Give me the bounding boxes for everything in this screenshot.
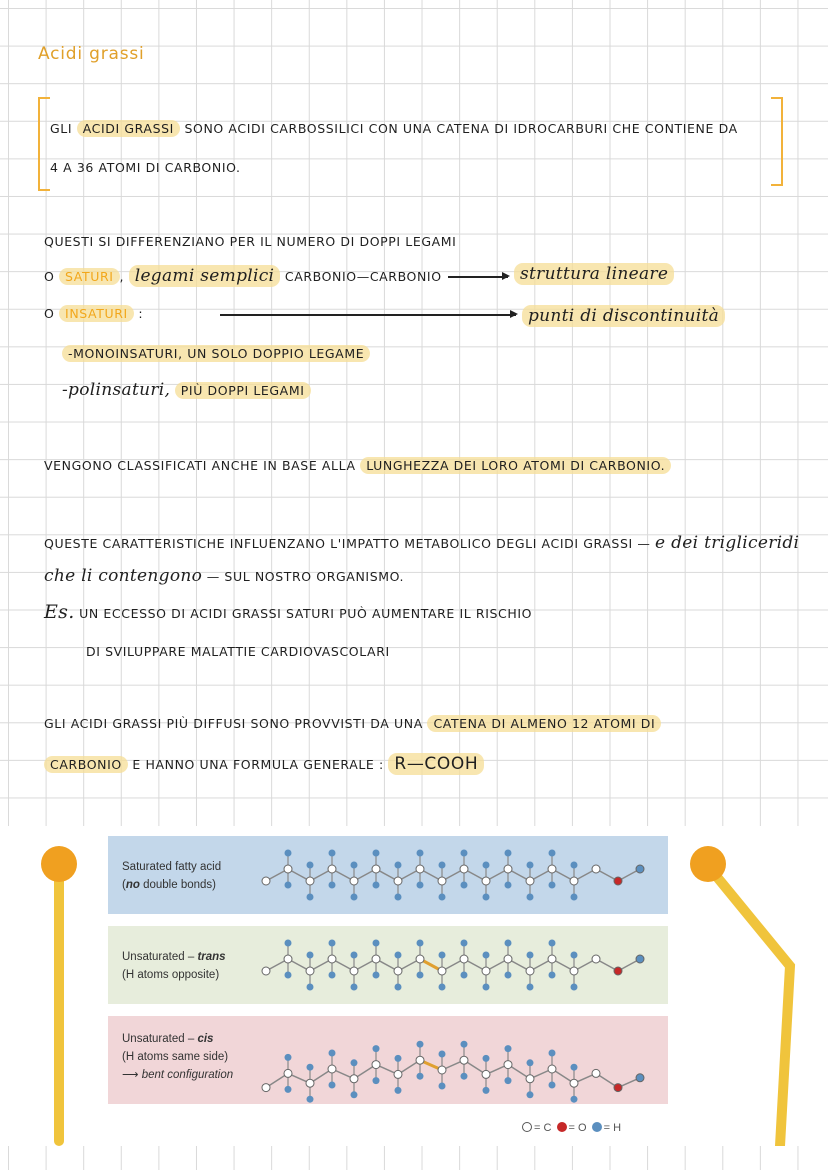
hydrogen-atom (527, 1059, 534, 1066)
atom (570, 1079, 578, 1087)
diff-heading: QUESTI SI DIFFERENZIANO PER IL NUMERO DI DOPPI LEGAMI (44, 234, 457, 249)
atom (614, 1084, 622, 1092)
legend-hydrogen-dot (592, 1122, 602, 1132)
saturated-label: Saturated fatty acid (no double bonds) (122, 861, 222, 891)
atom (526, 877, 534, 885)
hydrogen-atom (373, 972, 380, 979)
intro-line-2: 4 A 36 ATOMI DI CARBONIO. (50, 160, 241, 175)
atom (460, 955, 468, 963)
hydrogen-atom (329, 850, 336, 857)
hydrogen-atom (307, 1064, 314, 1071)
legend-carbon-dot (522, 1122, 532, 1132)
page-title: Acidi grassi (38, 44, 145, 64)
atom (284, 865, 292, 873)
saturi-result: struttura lineare (514, 263, 674, 285)
atom (262, 877, 270, 885)
hydrogen-atom (417, 882, 424, 889)
hydrogen-atom (505, 972, 512, 979)
atom (592, 865, 600, 873)
atom (614, 967, 622, 975)
classif-line: VENGONO CLASSIFICATI ANCHE IN BASE ALLA LUNGHEZZA DEI LORO ATOMI DI CARBONIO. (44, 458, 671, 473)
atom (306, 967, 314, 975)
hydrogen-atom (483, 1087, 490, 1094)
atom (614, 877, 622, 885)
hydrogen-atom (395, 862, 402, 869)
hydrogen-atom (483, 984, 490, 991)
hydrogen-atom (549, 1082, 556, 1089)
atom (438, 1066, 446, 1074)
atom (262, 1084, 270, 1092)
diffusi-line-1: GLI ACIDI GRASSI PIÙ DIFFUSI SONO PROVVISTI DA UNA CATENA DI ALMENO 12 ATOMI DI (44, 716, 661, 731)
hydrogen-atom (329, 1082, 336, 1089)
hydrogen-atom (505, 1045, 512, 1052)
hydrogen-atom (527, 1091, 534, 1098)
hydrogen-atom (505, 882, 512, 889)
atom (482, 967, 490, 975)
hydrogen-atom (285, 972, 292, 979)
molecule-cis (258, 1016, 668, 1104)
atom (460, 1056, 468, 1064)
hydrogen-atom (417, 1041, 424, 1048)
hydrogen-atom (417, 940, 424, 947)
hydrogen-atom (439, 1051, 446, 1058)
atom (394, 967, 402, 975)
hydrogen-atom (417, 1073, 424, 1080)
intro-line-1: GLI ACIDI GRASSI SONO ACIDI CARBOSSILICI CON UNA CATENA DI IDROCARBURI CHE CONTIENE DA (50, 121, 738, 136)
atom (394, 877, 402, 885)
atom (592, 955, 600, 963)
legend-oxygen-dot (557, 1122, 567, 1132)
atom (350, 1075, 358, 1083)
atom (504, 865, 512, 873)
hydrogen-atom (307, 1096, 314, 1103)
atom (306, 877, 314, 885)
atom (306, 1079, 314, 1087)
atom (548, 1065, 556, 1073)
atom (416, 1056, 424, 1064)
hydrogen-atom (549, 850, 556, 857)
hydrogen-atom (417, 850, 424, 857)
hydrogen-atom (461, 1073, 468, 1080)
legend: = C = O = H (520, 1122, 621, 1134)
hydrogen-atom (395, 1087, 402, 1094)
diffusi-line-2: CARBONIO E HANNO UNA FORMULA GENERALE : R—COOH (44, 754, 484, 774)
panel-trans (108, 926, 668, 1004)
hydrogen-atom (329, 882, 336, 889)
atom (460, 865, 468, 873)
atom (262, 967, 270, 975)
insaturi-line: O INSATURI : (44, 306, 144, 321)
hydrogen-atom (571, 862, 578, 869)
hydrogen-atom (461, 850, 468, 857)
hydrogen-atom (329, 1050, 336, 1057)
arrow-insaturi (220, 314, 516, 316)
hydrogen-atom (571, 894, 578, 901)
atom (372, 955, 380, 963)
hydrogen-atom (571, 1064, 578, 1071)
hydrogen-atom (483, 952, 490, 959)
atom (636, 1074, 644, 1082)
atom (482, 877, 490, 885)
atom (350, 877, 358, 885)
hydrogen-atom (483, 1055, 490, 1062)
impact-line-2: che li contengono — SUL NOSTRO ORGANISMO. (44, 566, 405, 586)
atom (526, 967, 534, 975)
atom (438, 967, 446, 975)
hydrogen-atom (571, 1096, 578, 1103)
atom (570, 967, 578, 975)
pin-right-stick (708, 866, 790, 1146)
hydrogen-atom (439, 984, 446, 991)
hydrogen-atom (373, 940, 380, 947)
es-line-2: DI SVILUPPARE MALATTIE CARDIOVASCOLARI (86, 644, 390, 659)
bracket-right (771, 97, 783, 186)
hydrogen-atom (351, 1059, 358, 1066)
panel-cis (108, 1016, 668, 1104)
hydrogen-atom (505, 1077, 512, 1084)
es-line: Es. UN ECCESSO DI ACIDI GRASSI SATURI PUÒ AUMENTARE IL RISCHIO (44, 601, 533, 623)
hydrogen-atom (373, 1045, 380, 1052)
hydrogen-atom (439, 894, 446, 901)
hydrogen-atom (549, 940, 556, 947)
hydrogen-atom (505, 940, 512, 947)
hydrogen-atom (527, 984, 534, 991)
atom (284, 955, 292, 963)
atom (504, 955, 512, 963)
hydrogen-atom (527, 862, 534, 869)
hydrogen-atom (439, 862, 446, 869)
atom (504, 1061, 512, 1069)
hydrogen-atom (395, 984, 402, 991)
atom (394, 1070, 402, 1078)
hydrogen-atom (527, 894, 534, 901)
hydrogen-atom (307, 862, 314, 869)
atom (438, 877, 446, 885)
hydrogen-atom (527, 952, 534, 959)
hydrogen-atom (461, 1041, 468, 1048)
hydrogen-atom (329, 940, 336, 947)
atom (570, 877, 578, 885)
molecule-trans (258, 926, 668, 1004)
hydrogen-atom (549, 882, 556, 889)
saturi-line: O SATURI , legami semplici CARBONIO—CARBONIO (44, 266, 442, 286)
impact-line-1: QUESTE CARATTERISTICHE INFLUENZANO L'IMPATTO METABOLICO DEGLI ACIDI GRASSI — e dei trigliceridi (44, 533, 800, 553)
hydrogen-atom (285, 1086, 292, 1093)
arrow-saturi (448, 276, 508, 278)
atom (284, 1069, 292, 1077)
atom (328, 865, 336, 873)
atom (372, 1061, 380, 1069)
hydrogen-atom (307, 952, 314, 959)
hydrogen-atom (483, 894, 490, 901)
atom (482, 1070, 490, 1078)
fatty-acid-figure (0, 826, 828, 1146)
atom (328, 955, 336, 963)
hydrogen-atom (285, 850, 292, 857)
insaturi-result: punti di discontinuità (522, 305, 725, 327)
atom (526, 1075, 534, 1083)
pin-left-head (41, 846, 77, 882)
hydrogen-atom (461, 940, 468, 947)
panel-saturated (108, 836, 668, 914)
atom (350, 967, 358, 975)
hydrogen-atom (329, 972, 336, 979)
hydrogen-atom (351, 1091, 358, 1098)
hydrogen-atom (483, 862, 490, 869)
atom (636, 865, 644, 873)
hydrogen-atom (373, 882, 380, 889)
hydrogen-atom (549, 972, 556, 979)
molecule-saturated (258, 836, 668, 914)
hydrogen-atom (351, 862, 358, 869)
bracket-left (38, 97, 50, 191)
atom (416, 865, 424, 873)
atom (328, 1065, 336, 1073)
hydrogen-atom (351, 894, 358, 901)
hydrogen-atom (373, 1077, 380, 1084)
hydrogen-atom (285, 882, 292, 889)
hydrogen-atom (307, 984, 314, 991)
hydrogen-atom (285, 940, 292, 947)
hydrogen-atom (505, 850, 512, 857)
pin-right-head (690, 846, 726, 882)
trans-label: Unsaturated – trans (H atoms opposite) (122, 951, 226, 981)
hydrogen-atom (395, 894, 402, 901)
hydrogen-atom (285, 1054, 292, 1061)
mono-line: -MONOINSATURI, UN SOLO DOPPIO LEGAME (62, 346, 370, 361)
hydrogen-atom (307, 894, 314, 901)
hydrogen-atom (549, 1050, 556, 1057)
atom (416, 955, 424, 963)
atom (592, 1069, 600, 1077)
hydrogen-atom (395, 952, 402, 959)
atom (548, 955, 556, 963)
hydrogen-atom (351, 952, 358, 959)
hydrogen-atom (571, 952, 578, 959)
hydrogen-atom (351, 984, 358, 991)
hydrogen-atom (461, 972, 468, 979)
hydrogen-atom (439, 952, 446, 959)
pin-left-stick (54, 866, 64, 1146)
hydrogen-atom (571, 984, 578, 991)
poli-line: -polinsaturi, PIÙ DOPPI LEGAMI (62, 380, 311, 400)
hydrogen-atom (417, 972, 424, 979)
hydrogen-atom (373, 850, 380, 857)
cis-label: Unsaturated – cis (H atoms same side) ⟶ bent configuration (122, 1033, 234, 1081)
atom (636, 955, 644, 963)
hydrogen-atom (439, 1083, 446, 1090)
hydrogen-atom (395, 1055, 402, 1062)
hydrogen-atom (461, 882, 468, 889)
atom (548, 865, 556, 873)
atom (372, 865, 380, 873)
